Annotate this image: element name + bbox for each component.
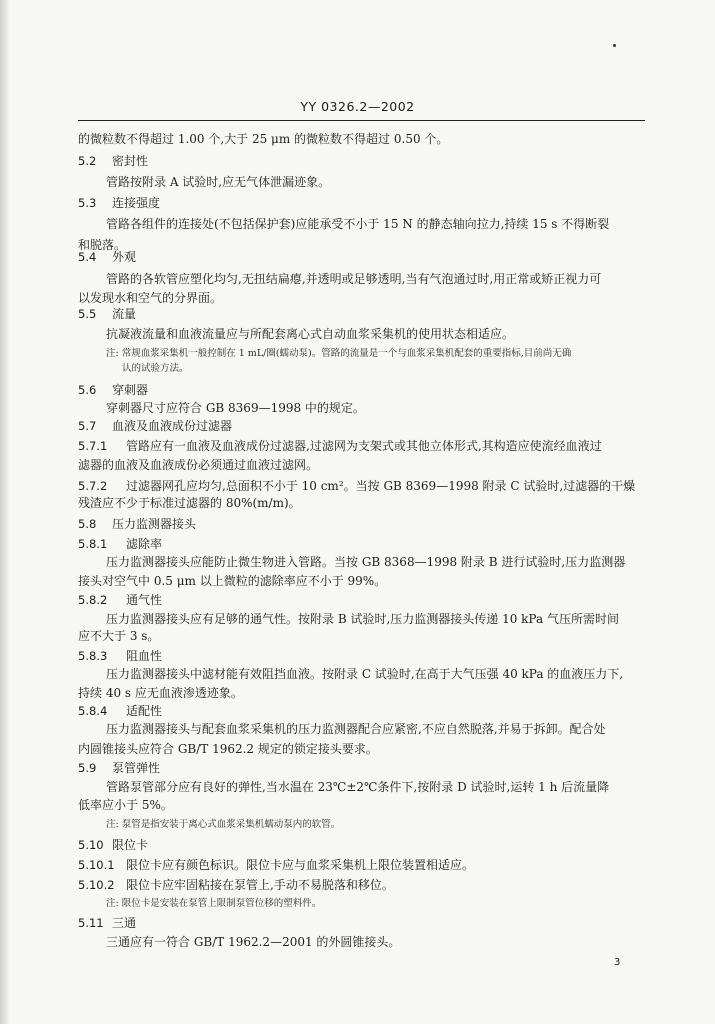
section-heading-5-4 [78,249,644,265]
section-heading-5-7 [78,418,644,434]
paragraph-line: 低率应小于 5%。 [78,798,173,812]
paragraph-line: 三通应有一符合 GB/T 1962.2—2001 的外圆锥接头。 [106,935,401,949]
paragraph-text: 管路应有一血液及血液成份过滤器,过滤网为支架式或其他立体形式,其构造应使流经血液过 [126,439,602,453]
section-number: 5.7.2 [78,479,108,493]
section-heading-5-11 [78,915,644,931]
section-number: 5.5 [78,307,97,321]
paragraph-line: 内圆锥接头应符合 GB/T 1962.2 规定的锁定接头要求。 [78,742,378,756]
section-number: 5.10 [78,838,104,852]
section-number: 5.8.1 [78,537,108,551]
section-heading-5-8-1 [78,536,644,552]
paragraph-line: 压力监测器接头中滤材能有效阻挡血液。按附录 C 试验时,在高于大气压强 40 kPa 的血液压力下, [106,667,624,681]
section-number: 5.2 [78,154,97,168]
section-heading-5-8 [78,516,644,532]
section-heading-5-9 [78,760,644,776]
section-title: 限位卡 [112,838,149,852]
section-number: 5.4 [78,250,97,264]
section-number: 5.10.2 [78,878,115,892]
section-heading-5-5 [78,306,644,322]
section-heading-5-3 [78,195,644,211]
section-title: 通气性 [126,593,163,607]
section-heading-5-8-4 [78,703,644,719]
section-title: 滤除率 [126,537,163,551]
note-line: 注: 限位卡是安装在泵管上限制泵管位移的塑料件。 [106,898,322,909]
note-line: 认的试验方法。 [122,363,189,374]
paragraph-line: 接头对空气中 0.5 μm 以上微粒的滤除率应不小于 99%。 [78,574,387,588]
paragraph-line: 管路泵管部分应有良好的弹性,当水温在 23℃±2℃条件下,按附录 D 试验时,运转 1 h 后流量降 [106,780,610,794]
paragraph-line: 的微粒数不得超过 1.00 个,大于 25 μm 的微粒数不得超过 0.50 个。 [78,132,449,146]
paragraph-line: 应不大于 3 s。 [78,629,160,643]
section-number: 5.7 [78,419,97,433]
section-title: 连接强度 [112,196,161,210]
paragraph-text: 过滤器网孔应均匀,总面积不小于 10 cm²。当按 GB 8369—1998 附录 C 试验时,过滤器的干燥 [126,479,636,493]
section-number: 5.8.2 [78,593,108,607]
section-number: 5.3 [78,196,97,210]
section-heading-5-10 [78,837,644,853]
section-number: 5.11 [78,916,104,930]
section-heading-5-2 [78,153,644,169]
header-rule [78,120,645,121]
page-number: 3 [614,957,621,968]
section-title: 密封性 [112,154,149,168]
paragraph-line: 压力监测器接头应有足够的通气性。按附录 B 试验时,压力监测器接头传递 10 kPa 气压所需时间 [106,612,619,626]
paragraph-line: 穿刺器尺寸应符合 GB 8369—1998 中的规定。 [106,401,365,415]
scan-edge-shadow [0,0,10,1024]
section-heading-5-6 [78,382,644,398]
section-heading-5-7-2 [78,478,644,494]
paragraph-line: 残渣应不少于标准过滤器的 80%(m/m)。 [78,496,301,510]
paragraph-line: 持续 40 s 应无血液渗透迹象。 [78,686,243,700]
paragraph-line: 压力监测器接头应能防止微生物进入管路。当按 GB 8368—1998 附录 B 进行试验时,压力监测器 [106,555,626,569]
paragraph-line: 和脱落。 [78,238,127,252]
note-line: 注: 常规血浆采集机一般控制在 1 mL/圈(蠕动泵)。管路的流量是一个与血浆采集机配套的重要指标,目前尚无确 [106,348,572,359]
paragraph-text: 限位卡应牢固粘接在泵管上,手动不易脱落和移位。 [126,878,394,892]
section-heading-5-8-3 [78,648,644,664]
scan-speck [613,44,616,47]
section-title: 阻血性 [126,649,163,663]
section-title: 三通 [112,916,137,930]
section-title: 血液及血液成份过滤器 [112,419,233,433]
section-heading-5-8-2 [78,592,644,608]
paragraph-text: 限位卡应有颜色标识。限位卡应与血浆采集机上限位装置相适应。 [126,858,475,872]
paragraph-line: 抗凝液流量和血液流量应与所配套离心式自动血浆采集机的使用状态相适应。 [106,327,515,341]
standard-code-header: YY 0326.2—2002 [300,99,415,114]
section-title: 穿刺器 [112,383,149,397]
paragraph-line: 以发现水和空气的分界面。 [78,291,223,305]
section-title: 流量 [112,307,137,321]
section-number: 5.8 [78,517,97,531]
section-number: 5.6 [78,383,97,397]
section-number: 5.8.3 [78,649,108,663]
section-number: 5.10.1 [78,858,115,872]
section-title: 泵管弹性 [112,761,161,775]
section-heading-5-7-1 [78,438,644,454]
note-line: 注: 泵管是指安装于离心式血浆采集机蠕动泵内的软管。 [106,819,341,830]
section-heading-5-10-1 [78,857,644,873]
section-number: 5.8.4 [78,704,108,718]
paragraph-line: 管路的各软管应塑化均匀,无扭结扁瘪,并透明或足够透明,当有气泡通过时,用正常或矫正视力可 [106,272,602,286]
section-number: 5.7.1 [78,439,108,453]
section-title: 外观 [112,250,137,264]
section-title: 适配性 [126,704,163,718]
paragraph-line: 压力监测器接头与配套血浆采集机的压力监测器配合应紧密,不应自然脱落,并易于拆卸。配合处 [106,722,606,736]
paragraph-line: 滤器的血液及血液成份必须通过血液过滤网。 [78,458,319,472]
section-heading-5-10-2 [78,877,644,893]
section-title: 压力监测器接头 [112,517,197,531]
paragraph-line: 管路各组件的连接处(不包括保护套)应能承受不小于 15 N 的静态轴向拉力,持续 15 s 不得断裂 [106,217,610,231]
paragraph-line: 管路按附录 A 试验时,应无气体泄漏迹象。 [106,175,331,189]
section-number: 5.9 [78,761,97,775]
